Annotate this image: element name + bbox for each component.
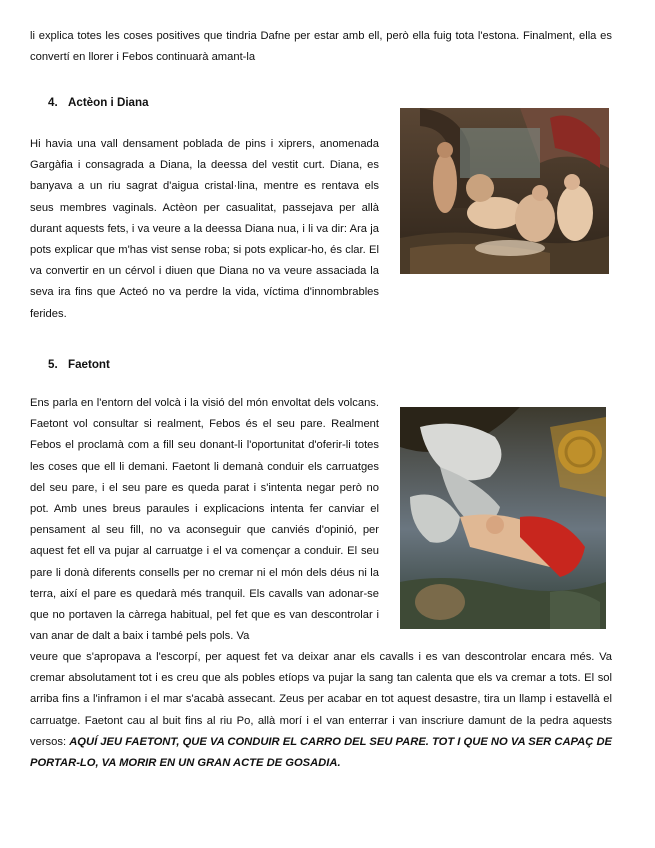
section-4-title: Actèon i Diana xyxy=(68,96,149,109)
section-5-title: Faetont xyxy=(68,358,110,371)
diana-actaeon-painting xyxy=(400,108,609,274)
fall-of-phaeton-painting-image xyxy=(400,407,606,629)
section-4-number: 4. xyxy=(48,96,58,109)
section-4-heading xyxy=(48,96,149,109)
section-5-continuation xyxy=(30,647,612,774)
fall-of-phaeton-painting xyxy=(400,407,606,629)
section-5-heading xyxy=(48,358,110,371)
section-5-continuation-text: veure que s'apropava a l'escorpí, per aquest fet va deixar anar els cavalls i es van descontrolar encara més. Va cremar absolutament tot i es creu que als pobles etíops va pujar la sang tan calenta que els va cremar a tots. El sol arriba fins a l'inframon i el mar s'acabà assecant. Zeus per acabar en tot aquest desastre, tira un llamp i estavellà el carruatge. Faetont cau al buit fins al riu Po, allà morí i el van enterrar i van inscriure damunt de la pedra aquests versos: xyxy=(30,651,612,748)
diana-actaeon-painting-image xyxy=(400,108,609,274)
section-5-inscription: AQUÍ JEU FAETONT, QUE VA CONDUIR EL CARRO DEL SEU PARE. TOT I QUE NO VA SER CAPAÇ DE PORTAR-LO, VA MORIR EN UN GRAN ACTE DE GOSADIA. xyxy=(30,735,612,770)
section-5-number: 5. xyxy=(48,358,58,371)
section-4-body: Hi havia una vall densament poblada de pins i xiprers, anomenada Gargàfia i consagrada a Diana, la deessa del vestit curt. Diana, es banyava a un riu sagrat d'aigua cristal·lina, mentre es rentava els seus membres vaginals. Actèon per casualitat, passejava per allà durant aquests fets, i va veure a la deessa Diana nua, i li va dir: Ara ja pots explicar que m'has vist sense roba; si pots explicar-ho, és clar. El va convertir en un cérvol i diuen que Diana no va veure assaciada la seva ira fins que Acteó no va perdre la vida, víctima d'innombrables ferides. xyxy=(30,138,379,320)
section-5-body: Ens parla en l'entorn del volcà i la visió del món envoltat dels volcans. Faetont vol consultar si realment, Febos és el seu pare. Realment Febos el proclamà com a fill seu donant-li l'oportunitat d'oferir-li totes les coses que ell li demani. Faetont li demanà conduir els carruatges del seu pare, i el seu pare es queda parat i s'intenta negar però no pot. Amb unes breus paraules i explicacions intenta fer canviar el pensament al seu fill, no va aconseguir que canviés d'opinió, per aquest fet ell va pujar al carruatge i el va començar a conduir. El seu pare li donà diferents consells per no cremar ni el món dels déus ni la terra, així el pare es quedarà més tranquil. Els cavalls van adonar-se que no portaven la càrrega habitual, pel fet que es van descontrolar i van anar de dalt a baix i també pels pols. Va xyxy=(30,397,379,643)
intro-paragraph: li explica totes les coses positives que tindria Dafne per estar amb ell, però ella fuig tota l'estona. Finalment, ella es convertí en llorer i Febos continuarà amant-la xyxy=(30,30,612,64)
